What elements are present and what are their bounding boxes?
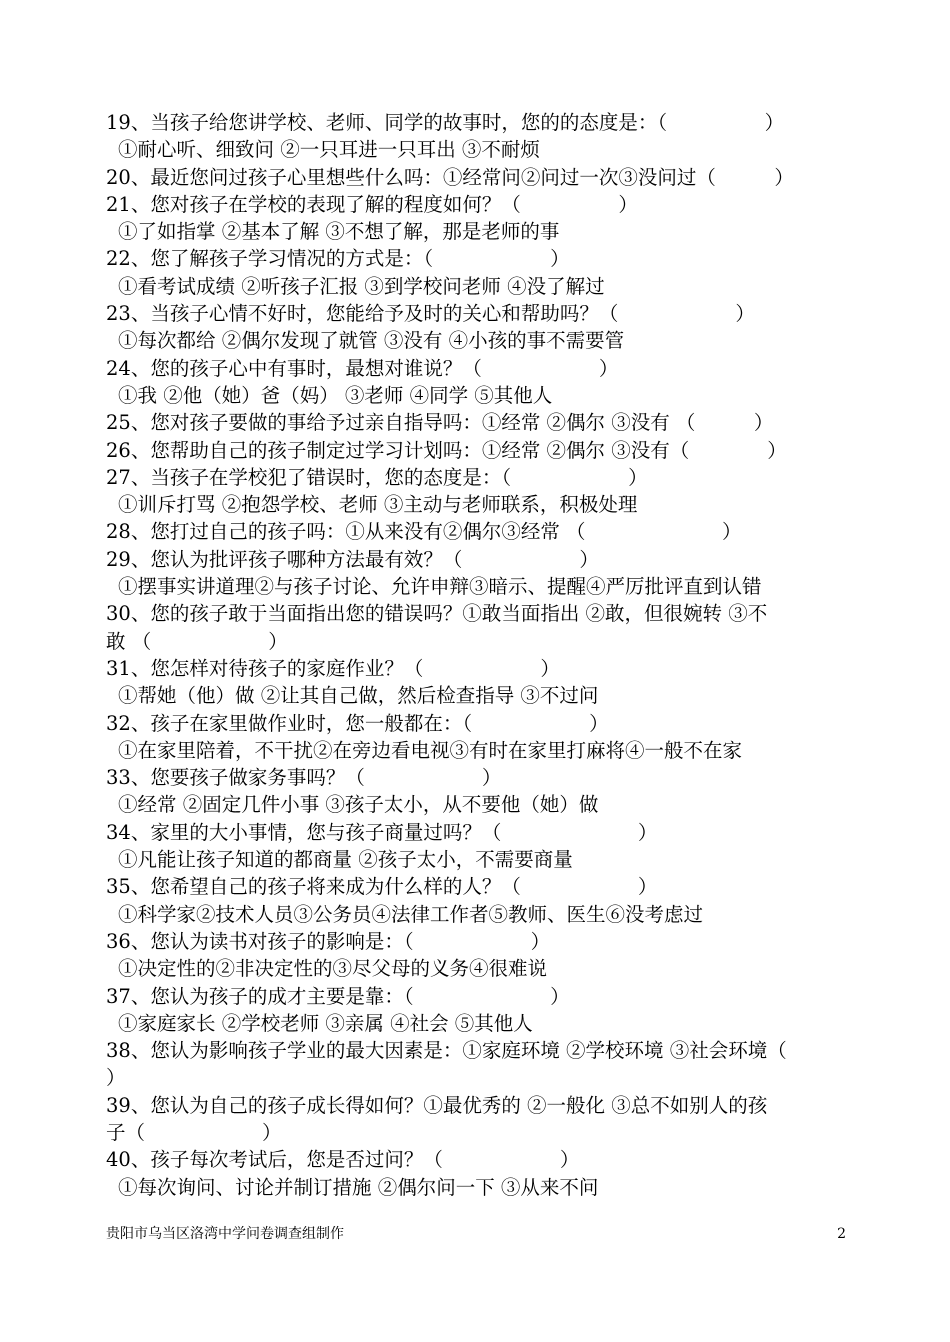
question-line: 23、当孩子心情不好时，您能给予及时的关心和帮助吗？（ ）	[106, 302, 755, 326]
question-line: 39、您认为自己的孩子成长得如何？①最优秀的 ②一般化 ③总不如别人的孩	[106, 1093, 768, 1117]
question-line: 36、您认为读书对孩子的影响是：（ ）	[106, 929, 551, 953]
question-line: 32、孩子在家里做作业时，您一般都在：（ ）	[106, 711, 609, 735]
answer-options-line: ①摆事实讲道理②与孩子讨论、允许申辩③暗示、提醒④严厉批评直到认错	[118, 575, 762, 599]
question-line: 29、您认为批评孩子哪种方法最有效？（ ）	[106, 547, 599, 571]
answer-options-line: ①每次询问、讨论并制订措施 ②偶尔问一下 ③从来不问	[118, 1175, 599, 1199]
answer-options-line: ①帮她（他）做 ②让其自己做，然后检查指导 ③不过问	[118, 684, 599, 708]
answer-options-line: ①在家里陪着，不干扰②在旁边看电视③有时在家里打麻将④一般不在家	[118, 738, 743, 762]
question-line: 22、您了解孩子学习情况的方式是：（ ）	[106, 247, 570, 271]
answer-options-line: ①训斥打骂 ②抱怨学校、老师 ③主动与老师联系，积极处理	[118, 493, 638, 517]
answer-options-line: ①每次都给 ②偶尔发现了就管 ③没有 ④小孩的事不需要管	[118, 329, 625, 353]
question-line: 33、您要孩子做家务事吗？（ ）	[106, 766, 502, 790]
question-line: 28、您打过自己的孩子吗：①从来没有②偶尔③经常 （ ）	[106, 520, 742, 544]
answer-options-line: ①家庭家长 ②学校老师 ③亲属 ④社会 ⑤其他人	[118, 1011, 533, 1035]
answer-options-line: ①我 ②他（她）爸（妈） ③老师 ④同学 ⑤其他人	[118, 383, 553, 407]
question-line: 24、您的孩子心中有事时，最想对谁说？（ ）	[106, 356, 619, 380]
question-line: 21、您对孩子在学校的表现了解的程度如何？（ ）	[106, 192, 638, 216]
question-line: ）	[106, 1066, 126, 1090]
answer-options-line: ①凡能让孩子知道的都商量 ②孩子太小，不需要商量	[118, 848, 573, 872]
answer-options-line: ①决定性的②非决定性的③尽父母的义务④很难说	[118, 957, 548, 981]
question-line: 31、您怎样对待孩子的家庭作业？（ ）	[106, 656, 560, 680]
question-line: 37、您认为孩子的成才主要是靠：（ ）	[106, 984, 570, 1008]
answer-options-line: ①科学家②技术人员③公务员④法律工作者⑤教师、医生⑥没考虑过	[118, 902, 704, 926]
question-line: 30、您的孩子敢于当面指出您的错误吗？①敢当面指出 ②敢，但很婉转 ③不	[106, 602, 768, 626]
question-line: 19、当孩子给您讲学校、老师、同学的故事时，您的的态度是：（ ）	[106, 111, 785, 134]
answer-options-line: ①看考试成绩 ②听孩子汇报 ③到学校问老师 ④没了解过	[118, 274, 605, 298]
question-line: 子（ ）	[106, 1120, 282, 1144]
question-line: 27、当孩子在学校犯了错误时，您的态度是：（ ）	[106, 465, 648, 489]
question-line: 40、孩子每次考试后，您是否过问？（ ）	[106, 1148, 580, 1172]
question-line: 35、您希望自己的孩子将来成为什么样的人？（ ）	[106, 875, 658, 899]
answer-options-line: ①耐心听、细致问 ②一只耳进一只耳出 ③不耐烦	[118, 138, 540, 162]
page-number: 2	[837, 1226, 846, 1242]
question-line: 38、您认为影响孩子学业的最大因素是：①家庭环境 ②学校环境 ③社会环境（	[106, 1039, 787, 1063]
question-line: 34、家里的大小事情，您与孩子商量过吗？（ ）	[106, 820, 658, 844]
answer-options-line: ①了如指掌 ②基本了解 ③不想了解，那是老师的事	[118, 220, 560, 244]
question-line: 26、您帮助自己的孩子制定过学习计划吗：①经常 ②偶尔 ③没有（ ）	[106, 438, 787, 462]
question-line: 20、最近您问过孩子心里想些什么吗：①经常问②问过一次③没问过（ ）	[106, 165, 794, 189]
answer-options-line: ①经常 ②固定几件小事 ③孩子太小，从不要他（她）做	[118, 793, 599, 817]
question-line: 25、您对孩子要做的事给予过亲自指导吗：①经常 ②偶尔 ③没有 （ ）	[106, 411, 774, 435]
footer-organization: 贵阳市乌当区洛湾中学问卷调查组制作	[106, 1226, 344, 1242]
question-line: 敢 （ ）	[106, 629, 288, 653]
document-body	[106, 109, 846, 1201]
